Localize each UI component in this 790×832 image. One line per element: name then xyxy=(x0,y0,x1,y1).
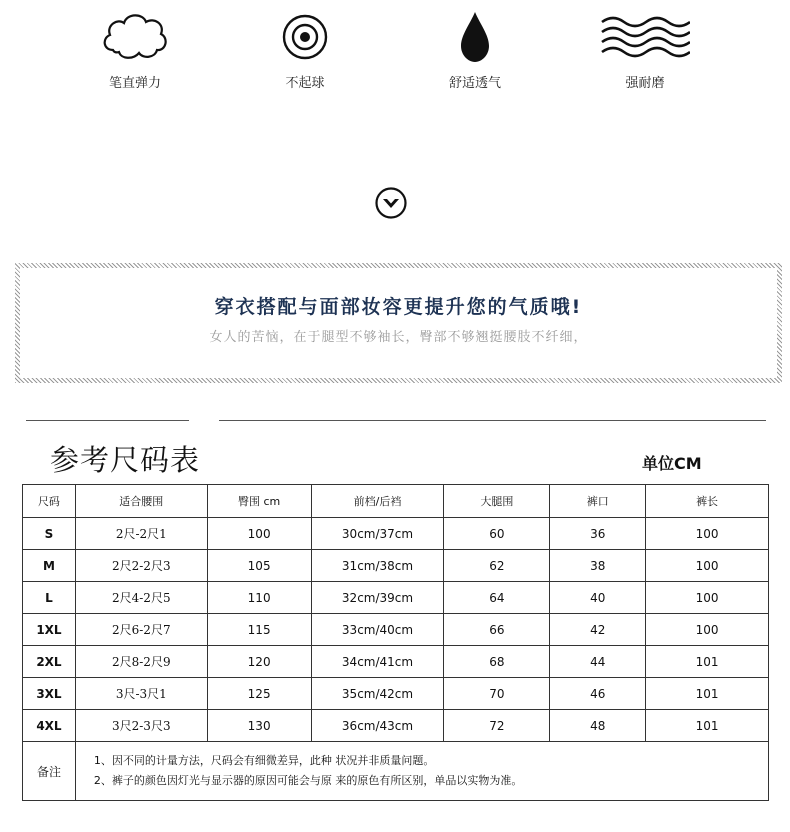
notes-cell xyxy=(75,742,768,801)
feature-label: 不起球 xyxy=(285,76,325,91)
hem-cell: 38 xyxy=(550,550,646,582)
divider-left xyxy=(26,420,189,421)
size-cell: 1XL xyxy=(23,614,76,646)
table-row xyxy=(23,518,769,550)
waist-cell: 2尺2-2尺3 xyxy=(75,550,207,582)
chevron-down-circle-icon xyxy=(374,186,408,220)
table-row xyxy=(23,678,769,710)
cloud-icon xyxy=(99,8,171,66)
table-header-row xyxy=(23,485,769,518)
thigh-cell: 68 xyxy=(444,646,550,678)
hip-cell: 120 xyxy=(207,646,311,678)
thigh-cell: 70 xyxy=(444,678,550,710)
length-cell: 101 xyxy=(646,678,769,710)
hem-cell: 36 xyxy=(550,518,646,550)
waist-cell: 2尺8-2尺9 xyxy=(75,646,207,678)
rise-cell: 33cm/40cm xyxy=(311,614,444,646)
feature-wear-resistant xyxy=(585,8,705,91)
feature-stretch xyxy=(75,8,195,91)
size-cell: 4XL xyxy=(23,710,76,742)
notes-label: 备注 xyxy=(23,742,76,801)
rise-cell: 34cm/41cm xyxy=(311,646,444,678)
table-row xyxy=(23,614,769,646)
size-chart-unit: 单位CM xyxy=(642,454,702,473)
notes-row xyxy=(23,742,769,801)
hem-cell: 40 xyxy=(550,582,646,614)
note-line: 2、裤子的颜色因灯光与显示器的原因可能会与原 来的原色有所区别，单品以实物为准。 xyxy=(93,774,523,787)
header-cell: 裤长 xyxy=(646,485,769,518)
size-chart-title: 参考尺码表 xyxy=(50,443,201,477)
hip-cell: 100 xyxy=(207,518,311,550)
rise-cell: 30cm/37cm xyxy=(311,518,444,550)
banner-headline: 穿衣搭配与面部妆容更提升您的气质哦! xyxy=(214,296,583,318)
rise-cell: 32cm/39cm xyxy=(311,582,444,614)
header-cell: 适合腰围 xyxy=(75,485,207,518)
table-row xyxy=(23,646,769,678)
hip-cell: 105 xyxy=(207,550,311,582)
waves-icon xyxy=(600,8,690,66)
rise-cell: 35cm/42cm xyxy=(311,678,444,710)
header-cell: 大腿围 xyxy=(444,485,550,518)
size-chart-table xyxy=(22,484,769,801)
thigh-cell: 62 xyxy=(444,550,550,582)
water-drop-icon xyxy=(439,8,511,66)
length-cell: 100 xyxy=(646,614,769,646)
hip-cell: 110 xyxy=(207,582,311,614)
waist-cell: 2尺-2尺1 xyxy=(75,518,207,550)
size-cell: S xyxy=(23,518,76,550)
feature-label: 笔直弹力 xyxy=(108,76,161,91)
size-cell: M xyxy=(23,550,76,582)
thigh-cell: 64 xyxy=(444,582,550,614)
feature-label: 强耐磨 xyxy=(625,76,665,91)
feature-label: 舒适透气 xyxy=(448,76,501,91)
waist-cell: 3尺2-3尺3 xyxy=(75,710,207,742)
banner-subline: 女人的苦恼，在于腿型不够袖长，臀部不够翘挺腰肢不纤细， xyxy=(209,330,588,345)
target-circle-icon xyxy=(269,8,341,66)
length-cell: 100 xyxy=(646,518,769,550)
table-row xyxy=(23,710,769,742)
feature-no-pilling xyxy=(245,8,365,91)
header-cell: 臀围 cm xyxy=(207,485,311,518)
length-cell: 100 xyxy=(646,550,769,582)
hip-cell: 115 xyxy=(207,614,311,646)
hem-cell: 44 xyxy=(550,646,646,678)
promo-banner xyxy=(15,263,782,383)
thigh-cell: 66 xyxy=(444,614,550,646)
promo-banner-inner xyxy=(20,268,777,378)
waist-cell: 2尺6-2尺7 xyxy=(75,614,207,646)
length-cell: 100 xyxy=(646,582,769,614)
waist-cell: 3尺-3尺1 xyxy=(75,678,207,710)
hip-cell: 130 xyxy=(207,710,311,742)
thigh-cell: 72 xyxy=(444,710,550,742)
size-cell: 2XL xyxy=(23,646,76,678)
rise-cell: 36cm/43cm xyxy=(311,710,444,742)
table-row xyxy=(23,582,769,614)
rise-cell: 31cm/38cm xyxy=(311,550,444,582)
length-cell: 101 xyxy=(646,646,769,678)
header-cell: 前档/后裆 xyxy=(311,485,444,518)
header-cell: 裤口 xyxy=(550,485,646,518)
feature-breathable xyxy=(415,8,535,91)
divider-right xyxy=(219,420,766,421)
header-cell: 尺码 xyxy=(23,485,76,518)
hem-cell: 46 xyxy=(550,678,646,710)
length-cell: 101 xyxy=(646,710,769,742)
hem-cell: 42 xyxy=(550,614,646,646)
note-line: 1、因不同的计量方法，尺码会有细微差异，此种 状况并非质量问题。 xyxy=(93,754,435,767)
hem-cell: 48 xyxy=(550,710,646,742)
table-row xyxy=(23,550,769,582)
waist-cell: 2尺4-2尺5 xyxy=(75,582,207,614)
size-cell: 3XL xyxy=(23,678,76,710)
hip-cell: 125 xyxy=(207,678,311,710)
size-cell: L xyxy=(23,582,76,614)
thigh-cell: 60 xyxy=(444,518,550,550)
